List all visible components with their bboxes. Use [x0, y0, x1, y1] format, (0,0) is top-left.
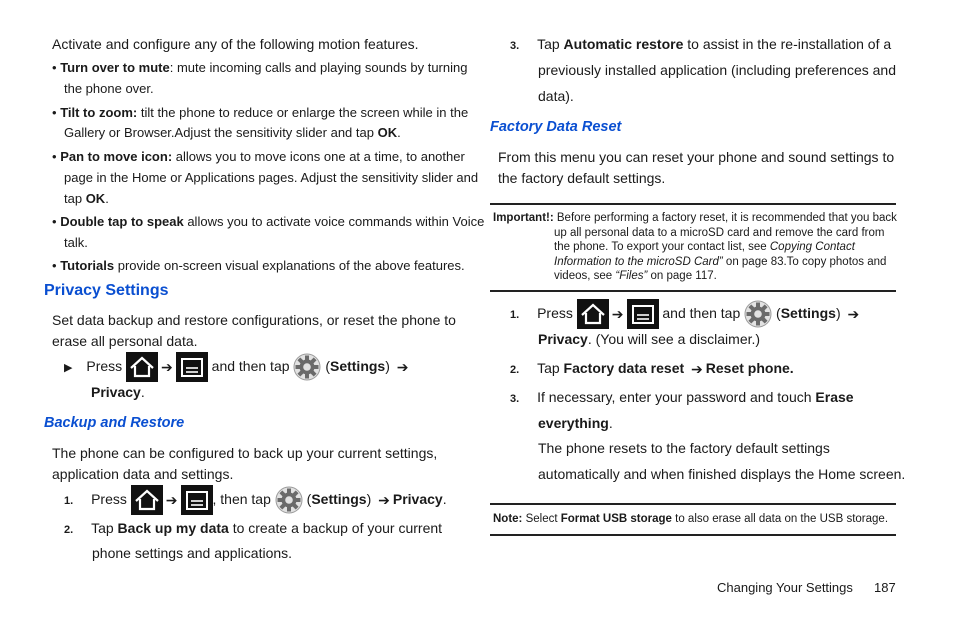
privacy-heading: Privacy Settings: [44, 282, 169, 299]
bullet-turn-over: • Turn over to mute: mute incoming calls and playing sounds by turning: [52, 60, 468, 75]
backup-heading: Backup and Restore: [44, 415, 185, 431]
backup-desc-2: application data and settings.: [52, 466, 234, 482]
privacy-step-cont: Privacy.: [91, 384, 145, 400]
bullet-pan-move: • Pan to move icon: allows you to move icons one at a time, to another: [52, 149, 465, 164]
backup-step-2: 2. Tap Back up my data to create a backup of your current: [64, 520, 443, 536]
divider: [490, 203, 896, 205]
home-key-icon: [126, 352, 158, 382]
arrow-icon: ➔: [396, 359, 409, 376]
factory-desc-1: From this menu you can reset your phone and sound settings to: [498, 149, 895, 165]
factory-heading: Factory Data Reset: [490, 119, 622, 135]
arrow-icon: ➔: [165, 492, 178, 509]
bullet-tilt-zoom: • Tilt to zoom: tilt the phone to reduce or enlarge the screen while in the: [52, 105, 469, 120]
bullet-pan-move-cont: page in the Home or Applications pages. Adjust the sensitivity slider and: [64, 170, 479, 185]
arrow-icon: ➔: [847, 306, 860, 323]
step-number: 1.: [64, 495, 74, 507]
restore-step-3-cont2: data).: [538, 88, 574, 104]
divider: [490, 534, 896, 536]
step-number: 3.: [510, 393, 520, 405]
bullet-dot: •: [52, 60, 57, 75]
menu-key-icon: [627, 299, 659, 329]
bullet-pan-move-cont2: tap OK.: [64, 191, 109, 206]
step-number: 2.: [510, 364, 520, 376]
bullet-dot: •: [52, 214, 57, 229]
privacy-desc-2: erase all personal data.: [52, 333, 198, 349]
divider: [490, 290, 896, 292]
reset-step-3: 3. If necessary, enter your password and touch Erase: [510, 389, 854, 405]
privacy-step: ▶ Press ➔ and then tap (Settings) ➔: [64, 351, 412, 383]
important-line-1: Important!: Before performing a factory reset, it is recommended that you back: [493, 212, 897, 224]
reset-step-3-cont: everything.: [538, 415, 613, 431]
step-number: 2.: [64, 524, 74, 536]
menu-key-icon: [176, 352, 208, 382]
reset-step-2: 2. Tap Factory data reset ➔ Reset phone.: [510, 360, 794, 378]
settings-gear-icon: [275, 486, 303, 514]
bullet-dot: •: [52, 105, 57, 120]
page-number: 187: [874, 580, 896, 595]
bullet-double-tap-cont: talk.: [64, 235, 88, 250]
step-number: 3.: [510, 40, 520, 52]
important-line-5: videos, see “Files” on page 117.: [554, 270, 717, 282]
important-line-2: up all personal data to a microSD card and remove the card from: [554, 226, 885, 239]
bullet-double-tap: • Double tap to speak allows you to activate voice commands within Voice: [52, 214, 485, 229]
restore-step-3-cont: previously installed application (including preferences and: [538, 62, 896, 78]
menu-key-icon: [181, 485, 213, 515]
important-line-3: the phone. To export your contact list, see Copying Contact: [554, 241, 855, 253]
step-number: 1.: [510, 309, 520, 321]
bullet-dot: •: [52, 149, 57, 164]
reset-step-1: 1. Press ➔ and then tap (Settings) ➔: [510, 298, 862, 330]
settings-gear-icon: [744, 300, 772, 328]
factory-desc-2: the factory default settings.: [498, 170, 666, 186]
home-key-icon: [577, 299, 609, 329]
intro-text: Activate and configure any of the following motion features.: [52, 36, 419, 52]
divider: [490, 503, 896, 505]
arrow-icon: ➔: [691, 361, 703, 378]
important-line-4: Information to the microSD Card” on page 83.To copy photos and: [554, 255, 887, 268]
bullet-tutorials: • Tutorials provide on-screen visual explanations of the above features.: [52, 258, 465, 273]
reset-step-1-cont: Privacy. (You will see a disclaimer.): [538, 331, 761, 347]
home-key-icon: [131, 485, 163, 515]
arrow-icon: ➔: [161, 359, 173, 376]
reset-result-2: automatically and when finished displays the Home screen.: [538, 466, 906, 482]
reset-result-1: The phone resets to the factory default settings: [538, 440, 830, 456]
bullet-turn-over-cont: the phone over.: [64, 81, 154, 96]
triangle-bullet: ▶: [64, 362, 73, 374]
note-text: Note: Select Format USB storage to also erase all data on the USB storage.: [493, 513, 889, 525]
settings-gear-icon: [293, 353, 321, 381]
arrow-icon: ➔: [611, 306, 624, 323]
arrow-icon: ➔: [378, 492, 390, 509]
backup-step-2-cont: phone settings and applications.: [92, 545, 293, 561]
backup-step-1: 1. Press ➔ , then tap (Settings) ➔ Privacy.: [64, 484, 447, 516]
bullet-tilt-zoom-cont: Gallery or Browser.Adjust the sensitivity slider and tap OK.: [64, 125, 401, 140]
backup-desc-1: The phone can be configured to back up your current settings,: [52, 445, 438, 461]
restore-step-3: 3. Tap Automatic restore to assist in the re-installation of a: [510, 36, 892, 52]
privacy-desc-1: Set data backup and restore configurations, or reset the phone to: [52, 312, 456, 328]
footer-section: Changing Your Settings: [717, 580, 853, 595]
bullet-dot: •: [52, 258, 57, 273]
